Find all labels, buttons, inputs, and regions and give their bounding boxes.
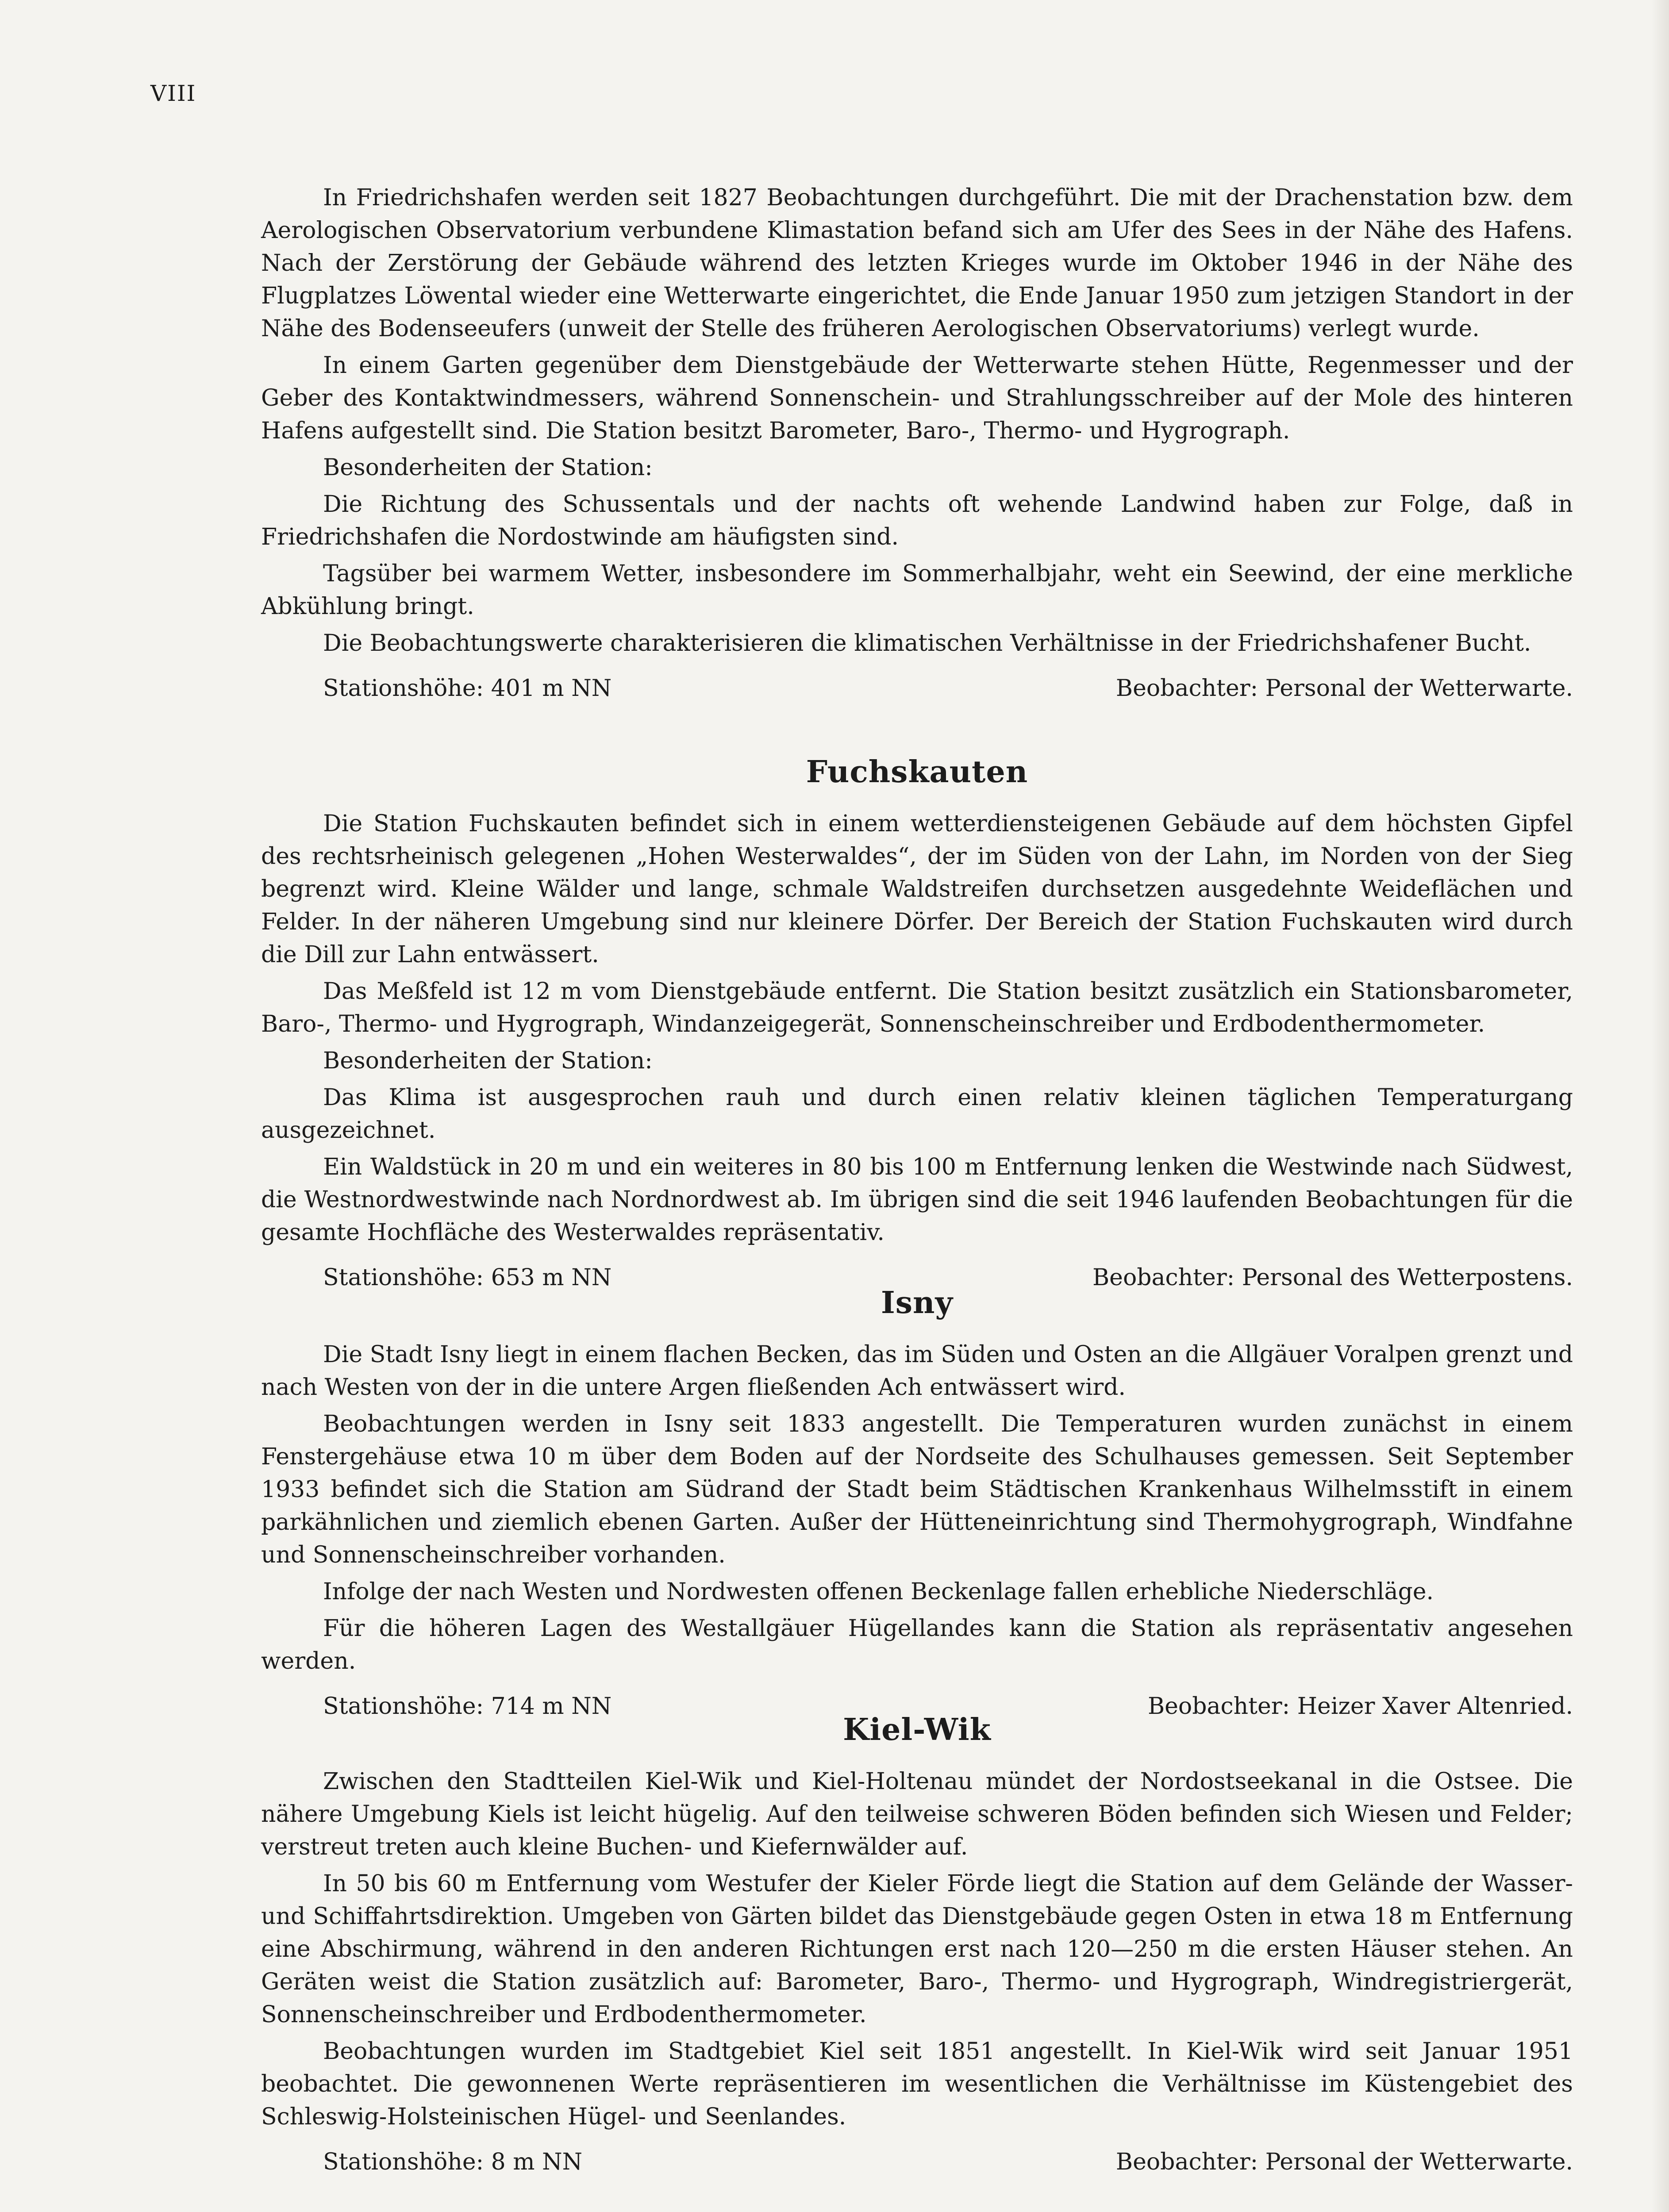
paragraph: Besonderheiten der Station: bbox=[323, 454, 653, 481]
section-friedrichshafen bbox=[261, 181, 1573, 705]
section-title: Kiel-Wik bbox=[843, 1712, 991, 1747]
observer: Beobachter: Heizer Xaver Altenried. bbox=[1147, 1693, 1573, 1720]
station-footer bbox=[261, 2146, 1573, 2178]
observer: Beobachter: Personal der Wetterwarte. bbox=[1115, 2149, 1573, 2175]
paragraph: Das Klima ist ausgesprochen rauh und durch einen relativ kleinen täglichen Temperaturgang ausgezeichnet. bbox=[261, 1084, 1573, 1144]
section-kiel-wik bbox=[261, 1712, 1573, 2178]
section-title: Isny bbox=[881, 1285, 954, 1321]
paragraph: Tagsüber bei warmem Wetter, insbesondere im Sommerhalbjahr, weht ein Seewind, der eine merkliche Abkühlung bringt. bbox=[261, 561, 1573, 620]
paragraph: Für die höheren Lagen des Westallgäuer Hügellandes kann die Station als repräsentativ angesehen werden. bbox=[261, 1615, 1573, 1674]
page-edge-shadow bbox=[1651, 0, 1669, 2212]
paragraph: Die Beobachtungswerte charakterisieren die klimatischen Verhältnisse in der Friedrichshafener Bucht. bbox=[323, 630, 1531, 657]
paragraph: Das Meßfeld ist 12 m vom Dienstgebäude entfernt. Die Station besitzt zusätzlich ein Stationsbarometer, Baro-, Thermo- und Hygrograph, Windanzeigegerät, Sonnenscheinschreiber und Erdbodenthermometer. bbox=[261, 978, 1573, 1037]
paragraph: Zwischen den Stadtteilen Kiel-Wik und Kiel-Holtenau mündet der Nordostseekanal in die Ostsee. Die nähere Umgebung Kiels ist leicht hügelig. Auf den teilweise schweren Böden befinden sich Wiesen und Felder; verstreut treten auch kleine Buchen- und Kiefernwälder auf. bbox=[261, 1768, 1573, 1860]
paragraph: In einem Garten gegenüber dem Dienstgebäude der Wetterwarte stehen Hütte, Regenmesser und der Geber des Kontaktwindmessers, während Sonnenschein- und Strahlungsschreiber auf der Mole des hinteren Hafens aufgestellt sind. Die Station besitzt Barometer, Baro-, Thermo- und Hygrograph. bbox=[261, 352, 1573, 444]
paragraph: Beobachtungen werden in Isny seit 1833 angestellt. Die Temperaturen wurden zunächst in einem Fenstergehäuse etwa 10 m über dem Boden auf der Nordseite des Schulhauses gemessen. Seit September 1933 befindet sich die Station am Südrand der Stadt beim Städtischen Krankenhaus Wilhelmsstift in einem parkähnlichen und ziemlich ebenen Garten. Außer der Hütteneinrichtung sind Thermohygrograph, Windfahne und Sonnenscheinschreiber vorhanden. bbox=[261, 1411, 1573, 1568]
station-height: Stationshöhe: 653 m NN bbox=[323, 1264, 612, 1291]
paragraph: In Friedrichshafen werden seit 1827 Beobachtungen durchgeführt. Die mit der Drachenstation bzw. dem Aerologischen Observatorium verbundene Klimastation befand sich am Ufer des Sees in der Nähe des Hafens. Nach der Zerstörung der Gebäude während des letzten Krieges wurde im Oktober 1946 in der Nähe des Flugplatzes Löwental wieder eine Wetterwarte eingerichtet, die Ende Januar 1950 zum jetzigen Standort in der Nähe des Bodenseeufers (unweit der Stelle des früheren Aerologischen Observatoriums) verlegt wurde. bbox=[261, 184, 1573, 342]
paragraph: Beobachtungen wurden im Stadtgebiet Kiel seit 1851 angestellt. In Kiel-Wik wird seit Januar 1951 beobachtet. Die gewonnenen Werte repräsentieren im wesentlichen die Verhältnisse im Küstengebiet des Schleswig-Holsteinischen Hügel- und Seenlandes. bbox=[261, 2038, 1573, 2130]
section-title: Fuchskauten bbox=[806, 754, 1028, 790]
paragraph: Ein Waldstück in 20 m und ein weiteres in 80 bis 100 m Entfernung lenken die Westwinde nach Südwest, die Westnordwestwinde nach Nordnordwest ab. Im übrigen sind die seit 1946 laufenden Beobachtungen für die gesamte Hochfläche des Westerwaldes repräsentativ. bbox=[261, 1154, 1573, 1246]
observer: Beobachter: Personal des Wetterpostens. bbox=[1092, 1264, 1573, 1291]
observer: Beobachter: Personal der Wetterwarte. bbox=[1115, 675, 1573, 702]
paragraph: In 50 bis 60 m Entfernung vom Westufer der Kieler Förde liegt die Station auf dem Gelände der Wasser- und Schiffahrtsdirektion. Umgeben von Gärten bildet das Dienstgebäude gegen Osten in etwa 18 m Entfernung eine Abschirmung, während in den anderen Richtungen erst nach 120—250 m die ersten Häuser stehen. An Geräten weist die Station zusätzlich auf: Barometer, Baro-, Thermo- und Hygrograph, Windregistriergerät, Sonnenscheinschreiber und Erdbodenthermometer. bbox=[261, 1870, 1573, 2028]
page-number: VIII bbox=[150, 81, 196, 106]
paragraph: Besonderheiten der Station: bbox=[323, 1048, 653, 1074]
paragraph: Die Station Fuchskauten befindet sich in einem wetterdiensteigenen Gebäude auf dem höchsten Gipfel des rechtsrheinisch gelegenen „Hohen Westerwaldes“, der im Süden von der Lahn, im Norden von der Sieg begrenzt wird. Kleine Wälder und lange, schmale Waldstreifen durchsetzen ausgedehnte Weideflächen und Felder. In der näheren Umgebung sind nur kleinere Dörfer. Der Bereich der Station Fuchskauten wird durch die Dill zur Lahn entwässert. bbox=[261, 810, 1573, 968]
section-fuchskauten bbox=[261, 754, 1573, 1294]
station-height: Stationshöhe: 401 m NN bbox=[323, 675, 612, 702]
paragraph: Infolge der nach Westen und Nordwesten offenen Beckenlage fallen erhebliche Niederschläge. bbox=[323, 1578, 1434, 1605]
section-isny bbox=[261, 1285, 1573, 1723]
station-height: Stationshöhe: 8 m NN bbox=[323, 2149, 583, 2175]
paragraph: Die Richtung des Schussentals und der nachts oft wehende Landwind haben zur Folge, daß in Friedrichshafen die Nordostwinde am häufigsten sind. bbox=[261, 491, 1573, 550]
station-height: Stationshöhe: 714 m NN bbox=[323, 1693, 612, 1720]
station-footer bbox=[261, 672, 1573, 705]
paragraph: Die Stadt Isny liegt in einem flachen Becken, das im Süden und Osten an die Allgäuer Voralpen grenzt und nach Westen von der in die untere Argen fließenden Ach entwässert wird. bbox=[261, 1341, 1573, 1401]
